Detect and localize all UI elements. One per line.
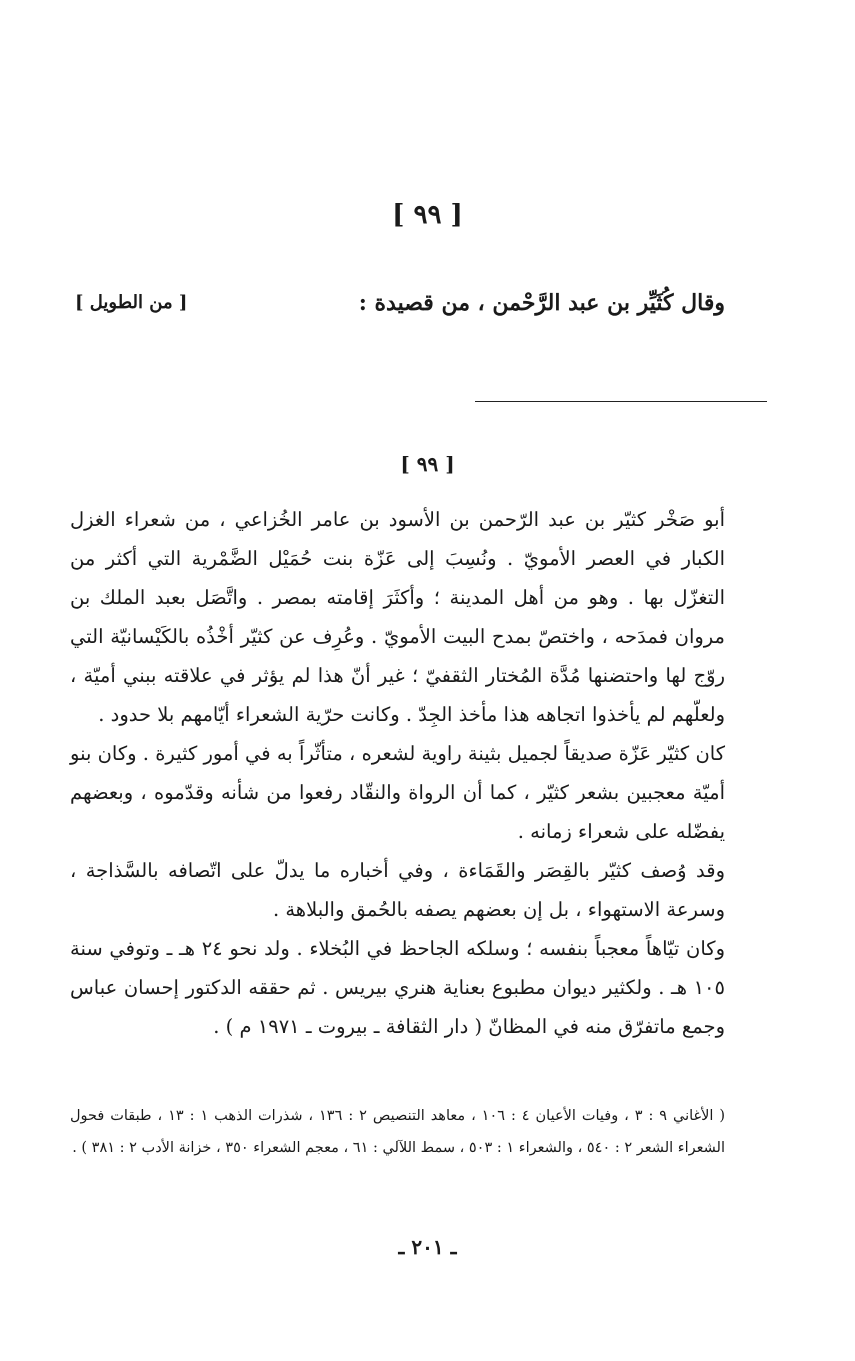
biography-number: [ ٩٩ ] <box>400 452 455 476</box>
biography-paragraph: كان كثيّر عَزّة صديقاً لجميل بثينة راوية لشعره ، متأثّراً به في أمور كثيرة . وكان بنو أميّة معجبين بشعر كثيّر ، كما أن الرواة والنقّاد رفعوا من شأنه وقدّموه ، وبعضهم يفضّله على شعراء زمانه . <box>70 742 725 843</box>
biography-paragraph: وكان تيّاهاً معجباً بنفسه ؛ وسلكه الجاحظ في البُخلاء . ولد نحو ٢٤ هـ ـ وتوفي سنة ١٠٥ هـ . ولكثير ديوان مطبوع بعناية هنري بيريس . ثم حققه الدكتور إحسان عباس وجمع ماتفرّق منه في المظانّ ( دار الثقافة ـ بيروت ـ ١٩٧١ م ) . <box>70 937 725 1038</box>
poem-intro-text: وقال كُثَيِّر بن عبد الرَّحْمن ، من قصيدة : <box>358 290 725 316</box>
biography-paragraph: أبو صَخْر كثيّر بن عبد الرّحمن بن الأسود بن عامر الخُزاعي ، من شعراء الغزل الكبار في العصر الأمويّ . ونُسِبَ إلى عَزّة بنت حُمَيْل الضَّمْرية التي أكثر من التغزّل بها . وهو من أهل المدينة ؛ وأكثَرَ إقامته بمصر . واتَّصَل بعبد الملك بن مروان فمدَحه ، واختصّ بمدح البيت الأمويّ . وعُرِف عن كثيّر أخْذُه بالكَيْسانيّة التي روّج لها واحتضنها مُدَّة المُختار الثقفيّ ؛ غير أنّ هذا لم يؤثر في علاقته ببني أميّة ، ولعلّهم لم يأخذوا اتجاهه هذا مأخذ الجِدّ . وكانت حرّية الشعراء أيّامهم بلا حدود . <box>70 508 725 726</box>
poem-meter-label: [ من الطويل ] <box>75 292 188 313</box>
source-references: ( الأغاني ٩ : ٣ ، وفيات الأعيان ٤ : ١٠٦ ، معاهد التنصيص ٢ : ١٣٦ ، شذرات الذهب ١ : ١٣ ، طبقات فحول الشعراء الشعر ٢ : ٥٤٠ ، والشعراء ١ : ٥٠٣ ، سمط اللآلي : ٦١ ، معجم الشعراء ٣٥٠ ، خزانة الأدب ٢ : ٣٨١ ) . <box>70 1108 726 1156</box>
page-number: ـ ٢٠١ ـ <box>398 1235 457 1259</box>
biography-paragraph: وقد وُصف كثيّر بالقِصَر والقَمَاءة ، وفي أخباره ما يدلّ على اتّصافه بالسَّذاجة ، وسرعة الاستهواء ، بل إن بعضهم يصفه بالحُمق والبلاهة . <box>70 859 725 921</box>
footnote-divider <box>475 401 767 402</box>
poem-number-heading: [ ٩٩ ] <box>392 200 463 230</box>
poem-heading-row <box>75 290 725 324</box>
poet-biography <box>70 500 725 1046</box>
